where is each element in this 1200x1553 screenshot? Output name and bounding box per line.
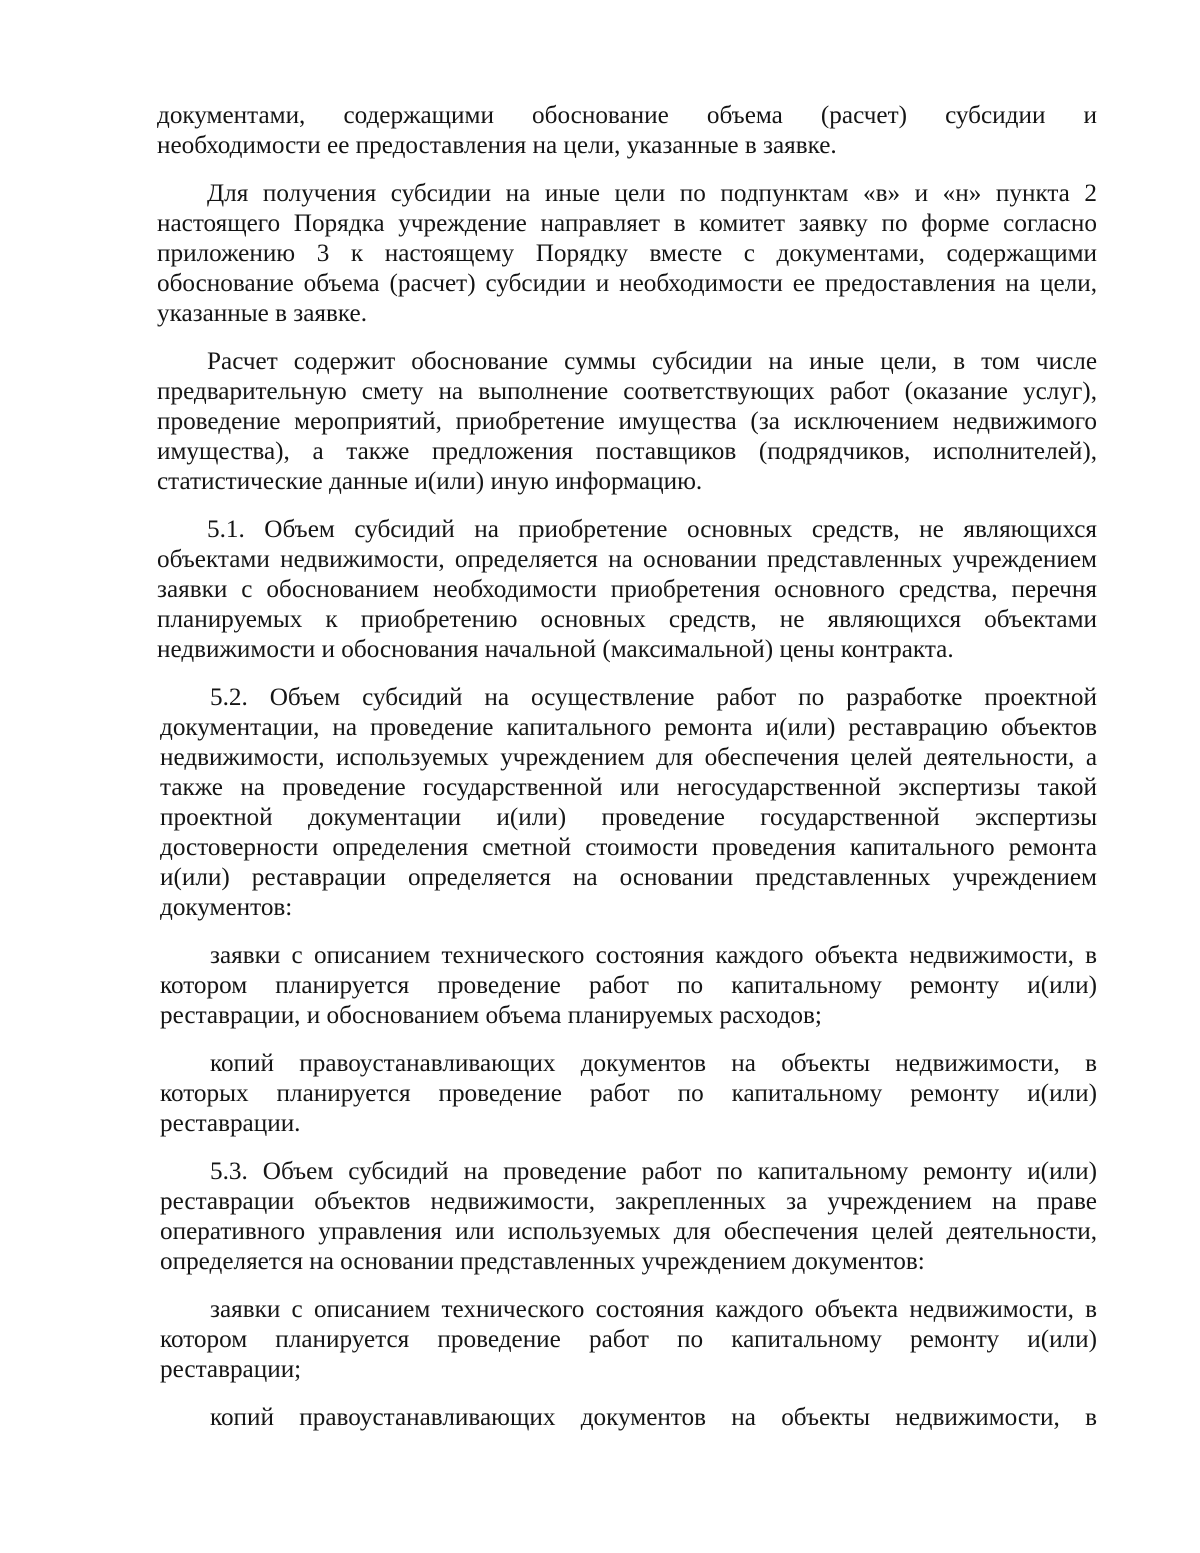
text-line: объектами недвижимости, определяется на основании представленных учреждением [157,546,1097,573]
paragraph-5-1 [157,515,1097,665]
text-line: заявки с обоснованием необходимости приобретения основного средства, перечня [157,576,1097,603]
text-line: документации, на проведение капитального ремонта и(или) реставрацию объектов [160,714,1097,741]
text-line: 5.1. Объем субсидий на приобретение основных средств, не являющихся [207,516,1097,543]
text-line: 5.3. Объем субсидий на проведение работ по капитальному ремонту и(или) [210,1158,1097,1185]
text-line: определяется на основании представленных учреждением документов: [160,1248,925,1275]
text-line: котором планируется проведение работ по капитальному ремонту и(или) [160,972,1097,999]
text-line: достоверности определения сметной стоимости проведения капитального ремонта [160,834,1097,861]
text-line: документами, содержащими обоснование объема (расчет) субсидии и [157,102,1097,129]
paragraph-5-3 [160,1157,1097,1277]
paragraph-continuation [157,101,1097,161]
text-line: котором планируется проведение работ по капитальному ремонту и(или) [160,1326,1097,1353]
paragraph-calculation [157,347,1097,497]
paragraph-5-2-item-2 [160,1049,1097,1139]
text-line: имущества), а также предложения поставщиков (подрядчиков, исполнителей), [157,438,1097,465]
text-line: реставрации. [160,1110,301,1137]
paragraph-5-3-item-1 [160,1295,1097,1385]
text-line: предварительную смету на выполнение соответствующих работ (оказание услуг), [157,378,1097,405]
text-line: заявки с описанием технического состояния каждого объекта недвижимости, в [210,942,1097,969]
text-line: приложению 3 к настоящему Порядку вместе с документами, содержащими [157,240,1097,267]
text-line: статистические данные и(или) иную информацию. [157,468,703,495]
paragraph-5-2-item-1 [160,941,1097,1031]
text-line: планируемых к приобретению основных средств, не являющихся объектами [157,606,1097,633]
text-line: недвижимости и обоснования начальной (максимальной) цены контракта. [157,636,954,663]
text-line: недвижимости, используемых учреждением для обеспечения целей деятельности, а [160,744,1097,771]
text-line: обоснование объема (расчет) субсидии и необходимости ее предоставления на цели, [157,270,1097,297]
text-line: копий правоустанавливающих документов на объекты недвижимости, в [210,1404,1097,1431]
text-line: указанные в заявке. [157,300,367,327]
text-line: копий правоустанавливающих документов на объекты недвижимости, в [210,1050,1097,1077]
text-line: реставрации; [160,1356,302,1383]
text-line: также на проведение государственной или негосударственной экспертизы такой [160,774,1097,801]
text-line: необходимости ее предоставления на цели, указанные в заявке. [157,132,837,159]
text-line: оперативного управления или используемых для обеспечения целей деятельности, [160,1218,1097,1245]
text-line: реставрации, и обоснованием объема планируемых расходов; [160,1002,822,1029]
text-line: Расчет содержит обоснование суммы субсидии на иные цели, в том числе [207,348,1097,375]
text-line: заявки с описанием технического состояния каждого объекта недвижимости, в [210,1296,1097,1323]
text-line: реставрации объектов недвижимости, закрепленных за учреждением на праве [160,1188,1097,1215]
paragraph-5-2 [160,683,1097,923]
document-body [157,101,1097,1451]
text-line: 5.2. Объем субсидий на осуществление работ по разработке проектной [210,684,1097,711]
text-line: документов: [160,894,293,921]
paragraph-application [157,179,1097,329]
text-line: Для получения субсидии на иные цели по подпунктам «в» и «н» пункта 2 [207,180,1097,207]
text-line: настоящего Порядка учреждение направляет в комитет заявку по форме согласно [157,210,1097,237]
text-line: и(или) реставрации определяется на основании представленных учреждением [160,864,1097,891]
text-line: проведение мероприятий, приобретение имущества (за исключением недвижимого [157,408,1097,435]
text-line: которых планируется проведение работ по капитальному ремонту и(или) [160,1080,1097,1107]
text-line: проектной документации и(или) проведение государственной экспертизы [160,804,1097,831]
paragraph-5-3-item-2 [160,1403,1097,1433]
